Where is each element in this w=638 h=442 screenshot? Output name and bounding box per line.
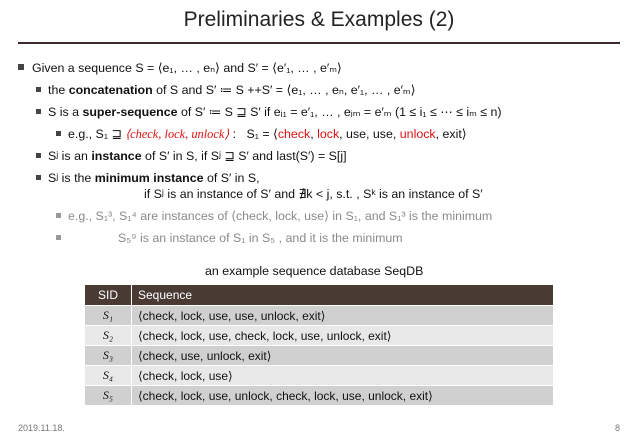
bullet-concatenation: the concatenation of S and S′ ≔ S ++S′ = ⟨e₁, … , eₙ, e′₁, … , e′ₘ⟩ [36, 82, 415, 98]
table-row [85, 386, 554, 406]
row-sequence: ⟨check, lock, use, unlock, check, lock, use, unlock, exit⟩ [132, 386, 554, 406]
row-sequence: ⟨check, use, unlock, exit⟩ [132, 346, 554, 366]
bullet-icon [56, 131, 61, 136]
table-header-row [85, 285, 554, 306]
example-minimum: S₅⁹ is an instance of S₁ in S₅ , and it is the minimum [56, 230, 403, 246]
row-sid: S₅ [85, 386, 132, 406]
row-sid: S₄ [85, 366, 132, 386]
example-super-sequence: e.g., S₁ ⊒ ⟨check, lock, unlock⟩ : S₁ = ⟨check, lock, use, use, unlock, exit⟩ [56, 126, 467, 142]
bullet-icon [56, 213, 61, 218]
slide-title: Preliminaries & Examples (2) [183, 8, 455, 31]
row-sid: S₃ [85, 346, 132, 366]
header-sequence: Sequence [132, 285, 554, 306]
row-sid: S₂ [85, 326, 132, 346]
bullet-icon [36, 87, 41, 92]
header-sid: SID [85, 285, 132, 306]
row-sequence: ⟨check, lock, use, check, lock, use, unlock, exit⟩ [132, 326, 554, 346]
bullet-icon [36, 175, 41, 180]
title-rule [18, 42, 620, 44]
bullet-instance: Sʲ is an instance of S′ in S, if Sʲ ⊒ S′ and last(S′) = S[j] [36, 148, 347, 164]
minimum-instance-condition: if Sʲ is an instance of S′ and ∄k < j, s.t. , Sᵏ is an instance of S′ [144, 187, 483, 201]
table-row [85, 346, 554, 366]
row-sequence: ⟨check, lock, use⟩ [132, 366, 554, 386]
table-row [85, 366, 554, 386]
bullet-icon [36, 153, 41, 158]
bullet-minimum-instance: Sʲ is the minimum instance of S′ in S, [36, 170, 260, 186]
table-row [85, 326, 554, 346]
row-sequence: ⟨check, lock, use, use, unlock, exit⟩ [132, 306, 554, 326]
bullet-super-sequence: S is a super-sequence of S′ ≔ S ⊒ S′ if eᵢ₁ = e′₁, … , eᵢₘ = e′ₘ (1 ≤ i₁ ≤ ⋯ ≤ iₘ ≤ n) [36, 104, 502, 120]
table-row [85, 306, 554, 326]
bullet-icon [18, 64, 24, 70]
sequence-database-table [84, 284, 554, 406]
table-caption: an example sequence database SeqDB [205, 264, 424, 278]
footer-date: 2019.11.18. [18, 423, 65, 433]
bullet-icon [56, 235, 61, 240]
row-sid: S₁ [85, 306, 132, 326]
bullet-sequence-def: Given a sequence S = ⟨e₁, … , eₙ⟩ and S′ = ⟨e′₁, … , e′ₘ⟩ [18, 60, 342, 76]
bullet-icon [36, 109, 41, 114]
page-number: 8 [614, 423, 620, 433]
example-instances: e.g., S₁³, S₁⁴ are instances of ⟨check, lock, use⟩ in S₁, and S₁³ is the minimum [56, 208, 492, 224]
